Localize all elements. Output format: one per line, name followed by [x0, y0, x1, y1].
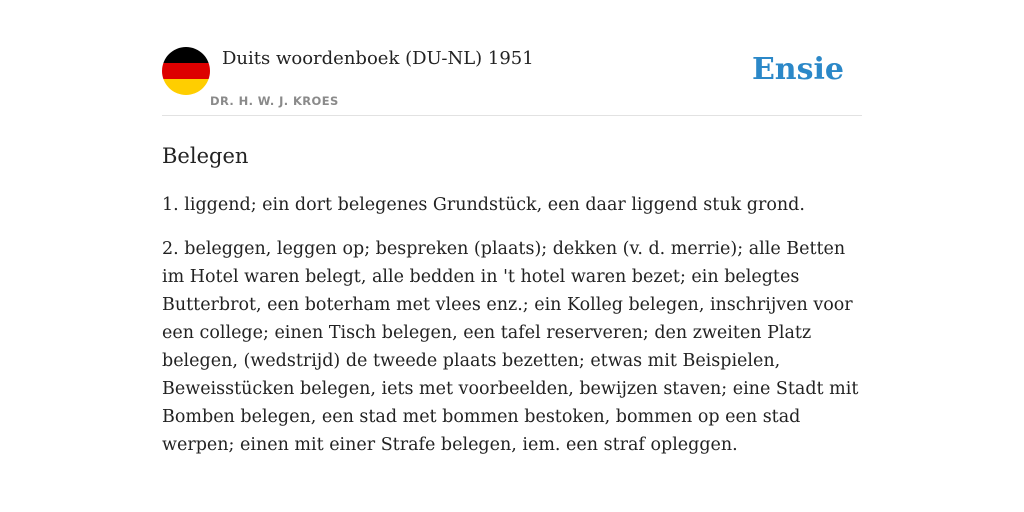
- definition-item: 1. liggend; ein dort belegenes Grundstück, een daar liggend stuk grond.: [162, 195, 805, 215]
- flag-stripe-red: [162, 63, 210, 79]
- definition-list: [162, 191, 862, 459]
- flag-stripe-gold: [162, 79, 210, 95]
- entry-headword: Belegen: [162, 144, 249, 168]
- dictionary-author: DR. H. W. J. KROES: [210, 94, 339, 108]
- definition-item: 2. beleggen, leggen op; bespreken (plaats); dekken (v. d. merrie); alle Betten im Hotel waren belegt, alle bedden in 't hotel waren bezet; ein belegtes Butterbrot, een boterham met vlees enz.; ein Kolleg belegen, inschrijven voor een college; einen Tisch belegen, een tafel reserveren; den zweiten Platz belegen, (wedstrijd) de tweede plaats bezetten; etwas mit Beispielen, Beweisstücken belegen, iets met voorbeelden, bewijzen staven; eine Stadt mit Bomben belegen, een stad met bommen bestoken, bommen op een stad werpen; einen mit einer Strafe belegen, iem. een straf opleggen.: [162, 239, 859, 455]
- dictionary-title[interactable]: Duits woordenboek (DU-NL) 1951: [222, 48, 534, 69]
- ensie-logo-link[interactable]: Ensie: [751, 52, 844, 87]
- flag-stripe-black: [162, 47, 210, 63]
- entry-card: [162, 44, 862, 475]
- dictionary-header: [162, 44, 862, 116]
- germany-flag-icon: [162, 47, 210, 95]
